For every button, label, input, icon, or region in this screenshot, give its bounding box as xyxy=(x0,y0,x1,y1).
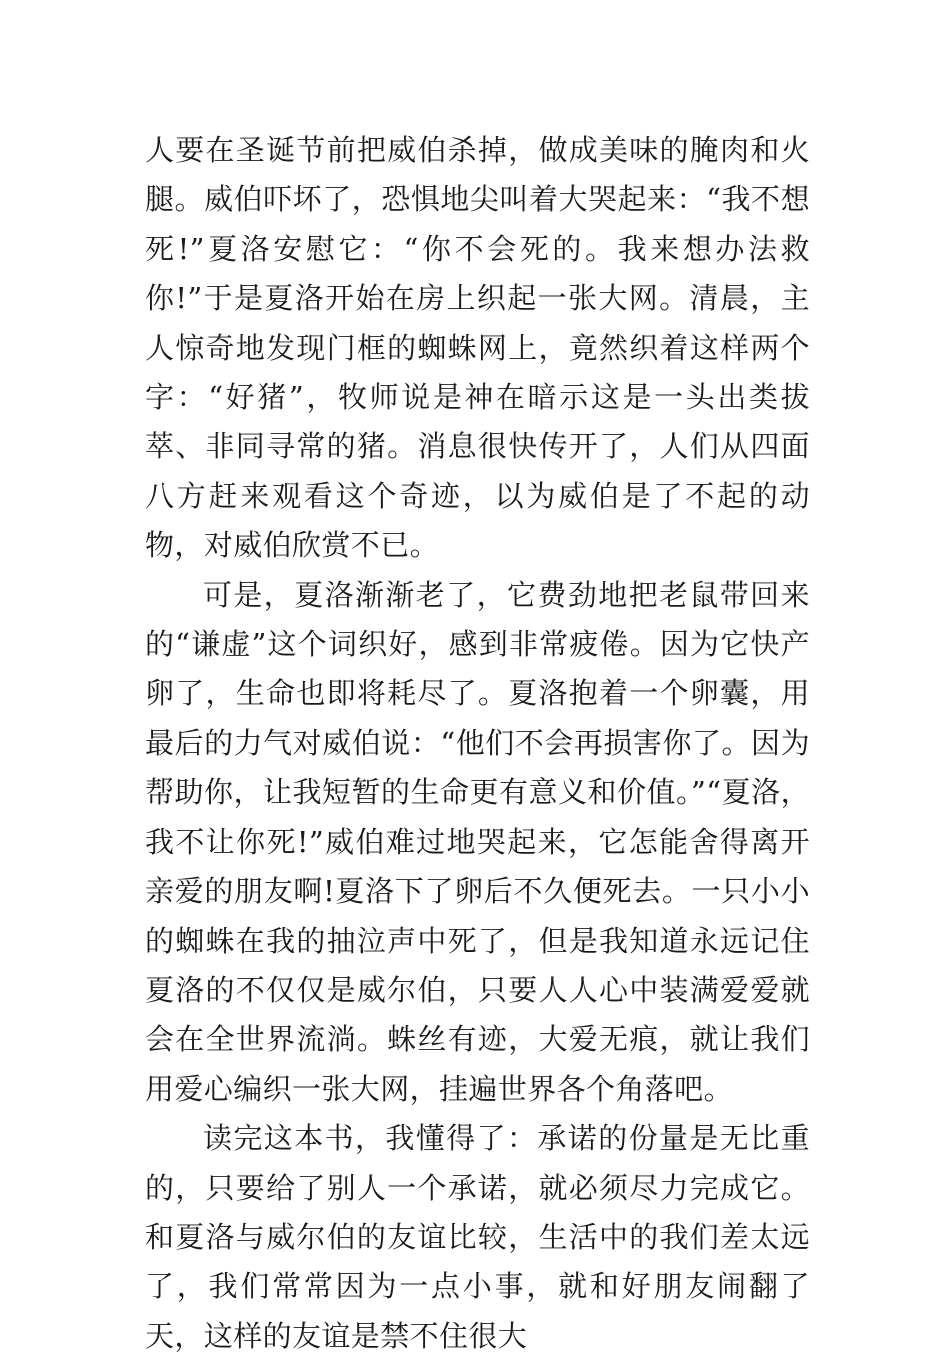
paragraph-reflection: 读完这本书，我懂得了：承诺的份量是无比重的，只要给了别人一个承诺，就必须尽力完成它。和夏洛与威尔伯的友谊比较，生活中的我们差太远了，我们常常因为一点小事，就和好朋友闹翻了天，这样的友谊是禁不住很大 xyxy=(145,1121,810,1353)
paragraph-charlotte-aging: 可是，夏洛渐渐老了，它费劲地把老鼠带回来的“谦虚”这个词织好，感到非常疲倦。因为它快产卵了，生命也即将耗尽了。夏洛抱着一个卵囊，用最后的力气对威伯说：“他们不会再损害你了。因为帮助你，让我短暂的生命更有意义和价值。”“夏洛，我不让你死!”威伯难过地哭起来，它怎能舍得离开亲爱的朋友啊!夏洛下了卵后不久便死去。一只小小的蜘蛛在我的抽泣声中死了，但是我知道永远记住夏洛的不仅仅是威尔伯，只要人人心中装满爱爱就会在全世界流淌。蛛丝有迹，大爱无痕，就让我们用爱心编织一张大网，挂遍世界各个角落吧。 xyxy=(145,577,810,1106)
paragraph-continuation: 人要在圣诞节前把威伯杀掉，做成美味的腌肉和火腿。威伯吓坏了，恐惧地尖叫着大哭起来：“我不想死!”夏洛安慰它：“你不会死的。我来想办法救你!”于是夏洛开始在房上织起一张大网。清晨，主人惊奇地发现门框的蜘蛛网上，竟然织着这样两个字：“好猪”，牧师说是神在暗示这是一头出类拔萃、非同寻常的猪。消息很快传开了，人们从四面八方赶来观看这个奇迹，以为威伯是了不起的动物，对威伯欣赏不已。 xyxy=(145,133,810,563)
document-body xyxy=(145,126,810,1361)
